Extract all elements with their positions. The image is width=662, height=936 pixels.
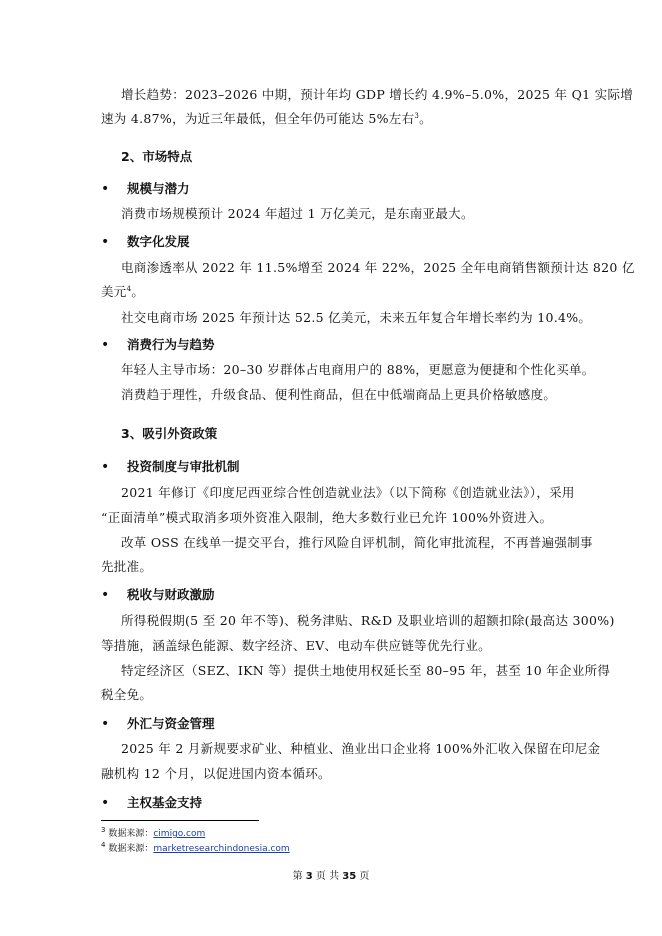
footnote-4 — [101, 843, 290, 855]
paragraph-sez-line1: 特定经济区（SEZ、IKN 等）提供土地使用权延长至 80–95 年，甚至 10 年企业所得 — [121, 663, 611, 678]
footer-suffix: 页 — [359, 871, 370, 882]
paragraph-ecommerce-text: 美元 — [101, 284, 127, 299]
paragraph-social-commerce: 社交电商市场 2025 年预计达 52.5 亿美元，未来五年复合年增长率约为 10.4%。 — [121, 310, 592, 325]
bullet-label: 外汇与资金管理 — [127, 716, 215, 731]
paragraph-scale: 消费市场规模预计 2024 年超过 1 万亿美元，是东南亚最大。 — [121, 206, 474, 221]
footnote-number: 4 — [101, 841, 106, 849]
bullet-label: 主权基金支持 — [127, 795, 203, 810]
paragraph-growth-end: 。 — [419, 111, 432, 126]
footnote-link-marketresearch[interactable]: marketresearchindonesia.com — [153, 844, 290, 854]
bullet-icon: • — [101, 716, 110, 732]
paragraph-sez-line2: 税全免。 — [101, 687, 153, 702]
page-footer — [0, 867, 662, 882]
paragraph-tax-holiday-line1: 所得税假期(5 至 20 年不等)、税务津贴、R&D 及职业培训的超额扣除(最高达 300%) — [121, 613, 615, 628]
footnote-label: 数据来源： — [108, 829, 154, 839]
bullet-icon: • — [101, 337, 110, 353]
bullet-label: 消费行为与趋势 — [127, 337, 215, 352]
paragraph-young-consumers: 年轻人主导市场：20–30 岁群体占电商用户的 88%，更愿意为便捷和个性化买单。 — [121, 362, 595, 377]
bullet-icon: • — [101, 795, 110, 811]
footer-prefix: 第 — [292, 871, 303, 882]
paragraph-ecommerce-end: 。 — [131, 284, 145, 299]
paragraph-tax-holiday-line2: 等措施，涵盖绿色能源、数字经济、EV、电动车供应链等优先行业。 — [101, 638, 491, 653]
paragraph-ecommerce-line2 — [101, 284, 144, 300]
footnote-ref-4[interactable]: 4 — [126, 284, 132, 293]
bullet-icon: • — [101, 587, 110, 603]
paragraph-growth-line1: 增长趋势：2023–2026 中期，预计年均 GDP 增长约 4.9%–5.0%，2025 年 Q1 实际增 — [121, 87, 634, 102]
bullet-label: 数字化发展 — [127, 234, 190, 249]
section-heading-market-features: 2、市场特点 — [121, 149, 193, 164]
footnote-ref-3[interactable]: 3 — [414, 111, 420, 120]
paragraph-growth-line2 — [101, 111, 432, 127]
total-page-count: 35 — [342, 871, 357, 882]
bullet-icon: • — [101, 181, 110, 197]
paragraph-oss-line1: 改革 OSS 在线单一提交平台，推行风险自评机制，简化审批流程，不再普遍强制事 — [121, 535, 593, 550]
current-page-number: 3 — [305, 871, 313, 882]
bullet-label: 税收与财政激励 — [127, 587, 215, 602]
paragraph-oss-line2: 先批准。 — [101, 559, 153, 574]
bullet-label: 规模与潜力 — [127, 181, 190, 196]
paragraph-ecommerce-line1: 电商渗透率从 2022 年 11.5%增至 2024 年 22%，2025 全年电商销售额预计达 820 亿 — [121, 260, 635, 275]
paragraph-job-creation-law-line2: “正面清单”模式取消多项外资准入限制，绝大多数行业已允许 100%外资进入。 — [101, 510, 553, 525]
paragraph-job-creation-law-line1: 2021 年修订《印度尼西亚综合性创造就业法》（以下简称《创造就业法》），采用 — [121, 485, 575, 500]
paragraph-forex-line1: 2025 年 2 月新规要求矿业、种植业、渔业出口企业将 100%外汇收入保留在印尼金 — [121, 741, 601, 756]
bullet-label: 投资制度与审批机制 — [127, 459, 240, 474]
paragraph-rational-consumption: 消费趋于理性，升级食品、便利性商品，但在中低端商品上更具价格敏感度。 — [121, 387, 557, 402]
section-heading-investment-policy: 3、吸引外资政策 — [121, 426, 218, 441]
bullet-icon: • — [101, 459, 110, 475]
paragraph-growth-text: 速为 4.87%，为近三年最低，但全年仍可能达 5%左右 — [101, 111, 415, 126]
footer-mid: 页 共 — [315, 871, 340, 882]
paragraph-forex-line2: 融机构 12 个月，以促进国内资本循环。 — [101, 766, 331, 781]
footnote-number: 3 — [101, 826, 106, 834]
footnote-label: 数据来源： — [108, 844, 154, 854]
footnote-link-cimigo[interactable]: cimigo.com — [153, 829, 206, 839]
bullet-icon: • — [101, 234, 110, 250]
footnote-3 — [101, 828, 205, 840]
footnote-separator — [101, 820, 259, 821]
